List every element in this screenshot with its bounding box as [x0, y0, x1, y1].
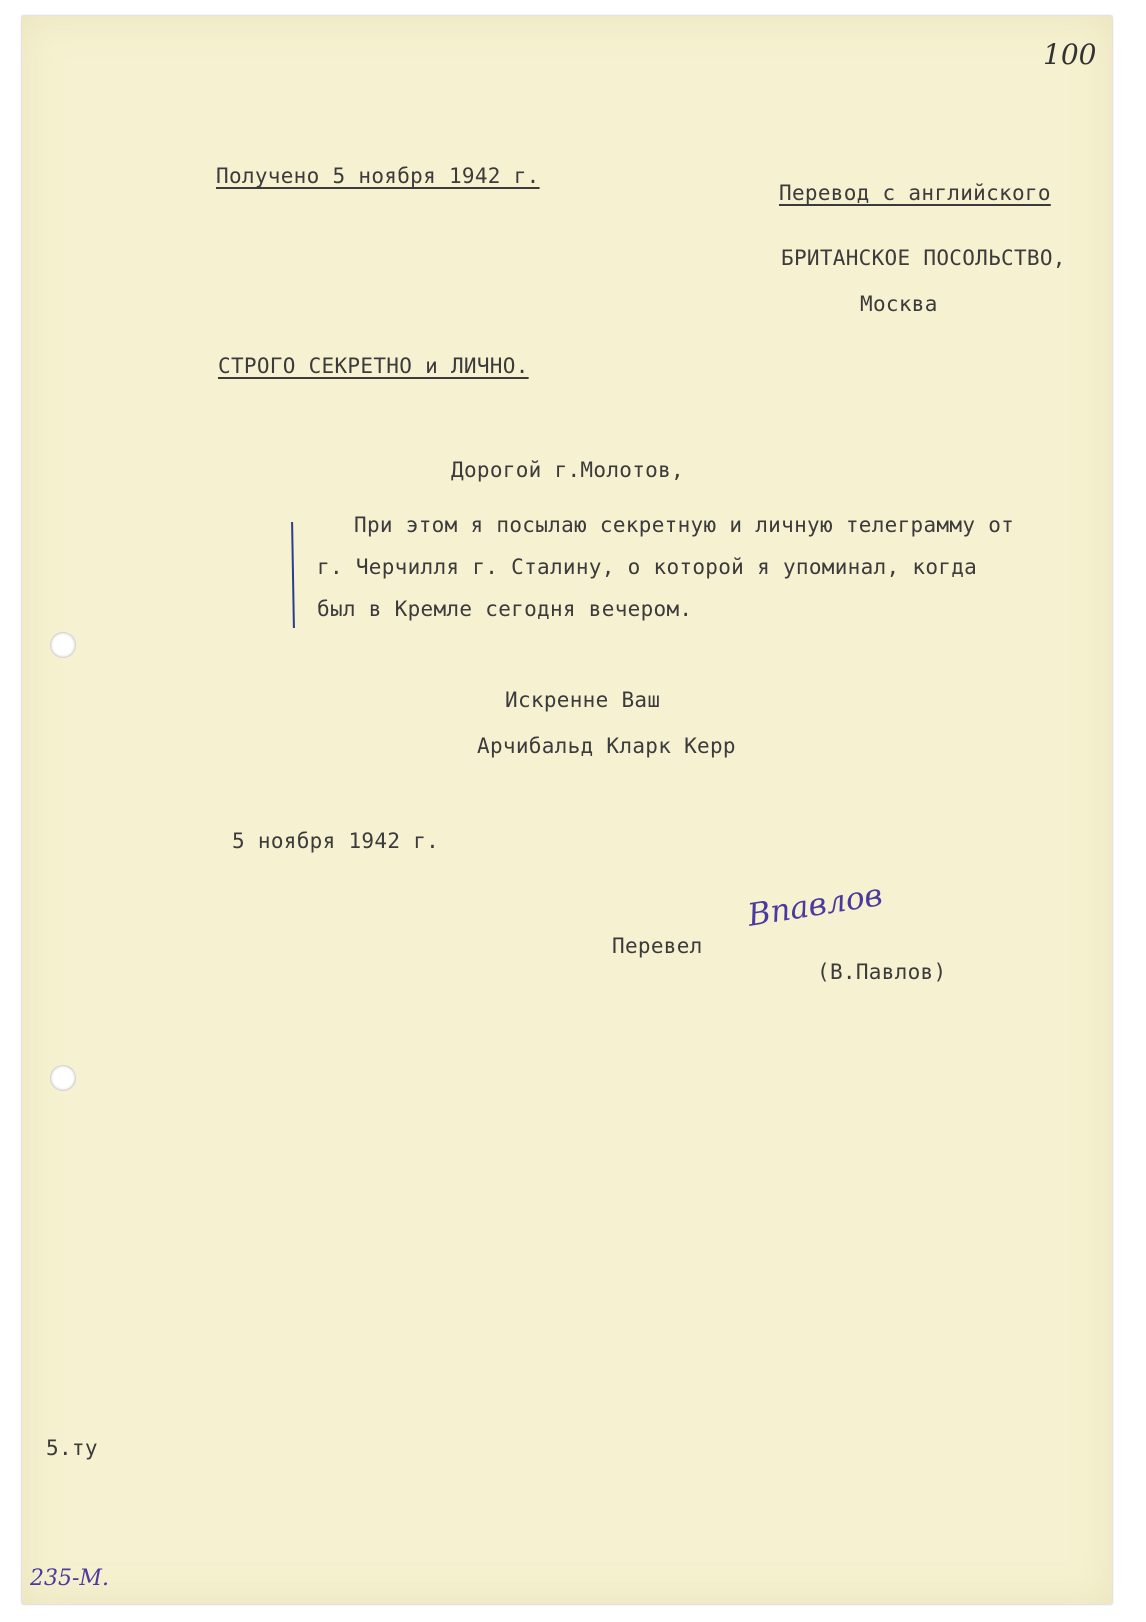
letter-date: 5 ноября 1942 г. — [232, 829, 440, 853]
signatory-name: Арчибальд Кларк Керр — [477, 734, 736, 758]
translation-note: Перевод с английского — [779, 181, 1051, 205]
punch-hole — [50, 1065, 76, 1091]
body-line: При этом я посылаю секретную и личную телеграмму от — [354, 513, 1015, 537]
received-stamp: Получено 5 ноября 1942 г. — [216, 164, 540, 188]
corner-mark: 5.ту — [46, 1436, 98, 1460]
salutation: Дорогой г.Молотов, — [451, 458, 684, 482]
translator-label: Перевел — [612, 934, 703, 958]
sender-organization: БРИТАНСКОЕ ПОСОЛЬСТВО, — [781, 246, 1066, 270]
sender-city: Москва — [860, 292, 938, 316]
body-line: г. Черчилля г. Сталину, о которой я упоминал, когда — [317, 555, 978, 579]
archive-page-number: 100 — [1043, 38, 1097, 71]
punch-hole — [50, 632, 76, 658]
translator-signature: Впавлов — [745, 876, 885, 934]
archive-file-mark: 235-М. — [30, 1566, 109, 1591]
body-line: был в Кремле сегодня вечером. — [317, 597, 693, 621]
translator-name: (В.Павлов) — [817, 960, 947, 984]
classification-marking: СТРОГО СЕКРЕТНО и ЛИЧНО. — [218, 354, 529, 378]
closing: Искренне Ваш — [505, 688, 661, 712]
